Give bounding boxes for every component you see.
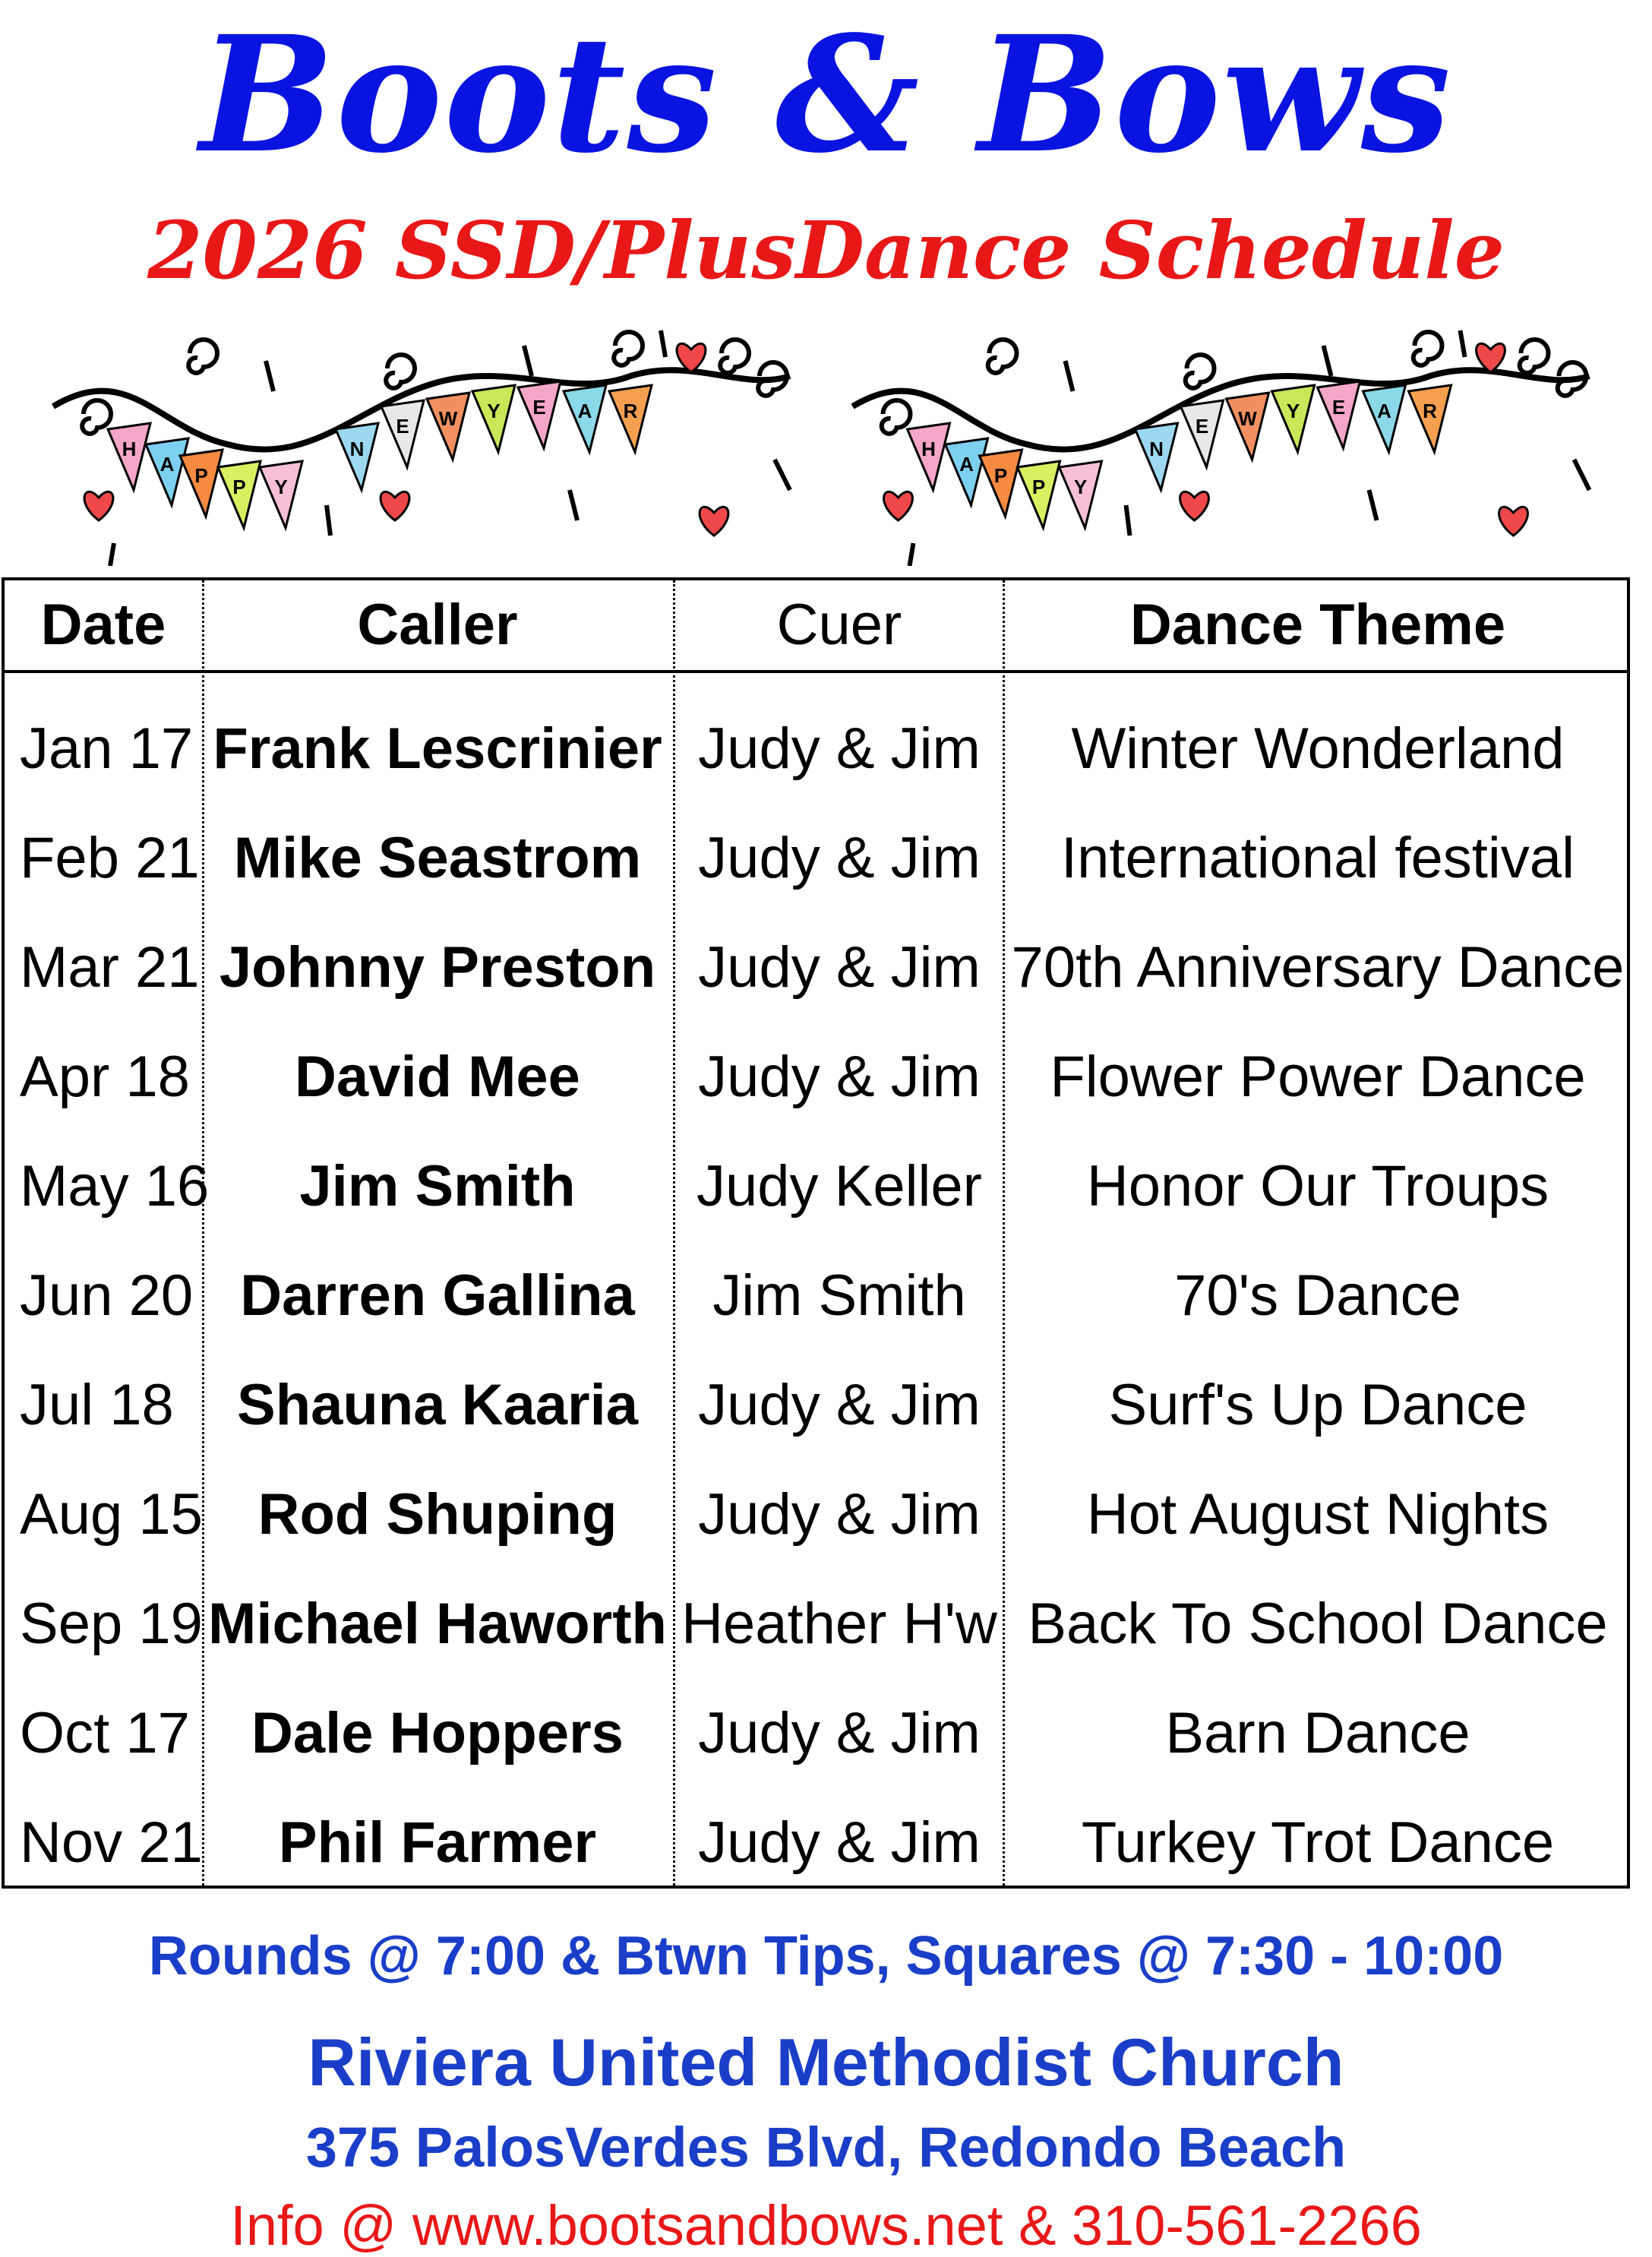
confetti-icon <box>266 361 273 391</box>
row-date: Nov 21 <box>20 1810 203 1875</box>
row-theme: Winter Wonderland <box>1071 716 1565 781</box>
row-cuer: Heather H'w <box>681 1592 997 1656</box>
heart-icon <box>1180 492 1209 520</box>
table-row <box>5 1460 1627 1569</box>
header-date: Date <box>40 593 166 657</box>
row-cuer: Judy & Jim <box>698 716 981 781</box>
swirl-icon <box>188 340 217 373</box>
swirl-icon <box>1520 340 1549 373</box>
heart-icon <box>884 492 913 520</box>
row-caller: Rod Shuping <box>257 1482 618 1547</box>
row-caller: David Mee <box>295 1045 580 1109</box>
table-row <box>5 913 1627 1023</box>
row-cuer: Judy & Jim <box>698 1701 981 1765</box>
header-dance-theme: Dance Theme <box>1129 593 1506 657</box>
row-caller: Johnny Preston <box>219 935 656 1000</box>
row-cuer: Judy & Jim <box>698 826 981 890</box>
confetti-icon <box>1369 490 1377 520</box>
row-cuer: Judy & Jim <box>698 1373 981 1437</box>
table-row <box>5 1569 1627 1679</box>
row-date: Apr 18 <box>20 1045 190 1109</box>
table-row <box>5 804 1627 913</box>
row-theme: Hot August Nights <box>1086 1482 1549 1547</box>
row-cuer: Judy & Jim <box>698 1482 981 1547</box>
row-theme: Honor Our Troups <box>1086 1154 1549 1219</box>
schedule-table <box>2 577 1630 1889</box>
table-row <box>5 1241 1627 1351</box>
row-date: Aug 15 <box>20 1482 203 1547</box>
header-caller: Caller <box>357 593 518 657</box>
table-row <box>5 694 1627 804</box>
row-date: Feb 21 <box>20 826 200 890</box>
bunting-letter: E <box>396 415 409 438</box>
row-caller: Phil Farmer <box>278 1810 597 1875</box>
venue-name: Riviera United Methodist Church <box>308 2025 1344 2100</box>
heart-icon <box>381 492 409 520</box>
row-theme: 70th Anniversary Dance <box>1011 935 1625 1000</box>
row-date: Jun 20 <box>20 1263 194 1328</box>
confetti-icon <box>1575 460 1590 490</box>
happy-new-year-banner-right <box>824 315 1618 566</box>
confetti-icon <box>1066 361 1073 391</box>
row-cuer: Judy & Jim <box>698 1810 981 1875</box>
confetti-icon <box>327 505 330 536</box>
bunting-letter: Y <box>1073 476 1088 498</box>
confetti-icon <box>524 346 532 376</box>
bunting-letter: P <box>1031 476 1046 498</box>
bunting-letter: A <box>1377 400 1391 422</box>
swirl-icon <box>386 355 415 388</box>
row-caller: Dale Hoppers <box>251 1701 624 1765</box>
heart-icon <box>84 492 113 520</box>
row-caller: Shauna Kaaria <box>237 1373 638 1437</box>
row-theme: Barn Dance <box>1165 1701 1470 1765</box>
bunting-letter: E <box>1331 396 1346 419</box>
row-caller: Jim Smith <box>299 1154 576 1219</box>
bunting-letter: R <box>1423 400 1437 422</box>
confetti-icon <box>1324 346 1331 376</box>
table-row <box>5 1351 1627 1460</box>
table-header-row <box>5 580 1627 673</box>
bunting-letter: A <box>959 453 974 476</box>
bunting-letter: W <box>1238 407 1257 430</box>
page-title: Boots & Bows <box>199 1 1453 188</box>
row-date: Oct 17 <box>20 1701 190 1765</box>
row-date: Sep 19 <box>20 1592 203 1656</box>
row-date: Jul 18 <box>20 1373 174 1437</box>
bunting-letter: H <box>122 438 137 460</box>
swirl-icon <box>720 340 749 373</box>
dance-times: Rounds @ 7:00 & Btwn Tips, Squares @ 7:30 - 10:00 <box>148 1926 1504 1987</box>
row-cuer: Judy & Jim <box>698 935 981 1000</box>
heart-icon <box>700 507 728 536</box>
bunting-letter: N <box>1149 438 1164 460</box>
bunting-letter: E <box>532 396 546 419</box>
bunting-letter: A <box>577 400 592 422</box>
bunting-letter: W <box>438 407 458 430</box>
row-caller: Darren Gallina <box>240 1263 635 1328</box>
row-caller: Mike Seastrom <box>233 826 642 890</box>
swirl-icon <box>1186 355 1215 388</box>
swirl-icon <box>988 340 1017 373</box>
heart-icon <box>1499 507 1528 536</box>
contact-info: Info @ www.bootsandbows.net & 310-561-2266 <box>230 2194 1422 2257</box>
row-date: May 16 <box>20 1154 210 1219</box>
row-theme: Turkey Trot Dance <box>1081 1810 1555 1875</box>
bunting-letter: E <box>1195 415 1209 438</box>
bunting-letter: P <box>194 464 208 487</box>
bunting-letter: Y <box>274 476 288 498</box>
bunting-letter: P <box>993 464 1008 487</box>
bunting-letter: Y <box>1286 400 1300 422</box>
bunting-letter: Y <box>487 400 501 422</box>
row-theme: Surf's Up Dance <box>1108 1373 1527 1437</box>
bunting-letter: P <box>232 476 246 498</box>
confetti-icon <box>775 460 790 490</box>
row-cuer: Judy Keller <box>696 1154 982 1219</box>
row-theme: International festival <box>1061 826 1575 890</box>
bunting-letter: H <box>921 438 936 460</box>
row-theme: Back To School Dance <box>1028 1592 1608 1656</box>
bunting-letter: N <box>349 438 365 460</box>
table-row <box>5 1788 1627 1898</box>
row-cuer: Judy & Jim <box>698 1045 981 1109</box>
swirl-icon <box>614 332 643 365</box>
confetti-icon <box>1126 505 1130 536</box>
confetti-icon <box>910 543 914 566</box>
row-cuer: Jim Smith <box>712 1263 966 1328</box>
bunting-letter: A <box>160 453 175 476</box>
happy-new-year-banner-left <box>38 315 805 566</box>
header-cuer: Cuer <box>776 593 902 657</box>
page-subtitle: 2026 SSD/PlusDance Schedule <box>147 204 1505 297</box>
confetti-icon <box>1461 330 1465 357</box>
table-row <box>5 1679 1627 1788</box>
table-row <box>5 1023 1627 1132</box>
venue-address: 375 PalosVerdes Blvd, Redondo Beach <box>305 2116 1347 2179</box>
swirl-icon <box>1414 332 1442 365</box>
bunting-letter: R <box>623 400 638 422</box>
row-theme: Flower Power Dance <box>1050 1045 1586 1109</box>
row-theme: 70's Dance <box>1174 1263 1461 1328</box>
table-row <box>5 1132 1627 1241</box>
confetti-icon <box>570 490 577 520</box>
row-date: Mar 21 <box>20 935 200 1000</box>
confetti-icon <box>661 330 665 357</box>
row-date: Jan 17 <box>20 716 194 781</box>
row-caller: Frank Lescrinier <box>213 716 662 781</box>
row-caller: Michael Haworth <box>208 1592 667 1656</box>
confetti-icon <box>110 543 114 566</box>
